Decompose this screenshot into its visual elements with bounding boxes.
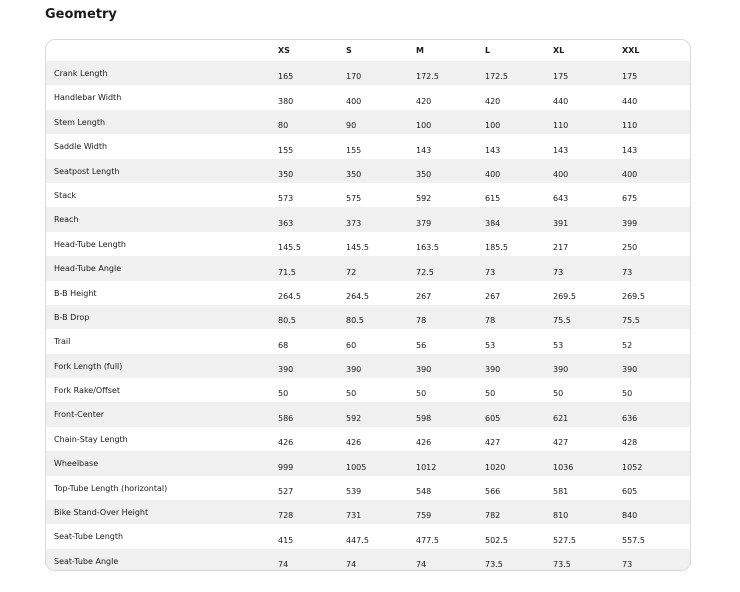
cell-value: 400 [346, 96, 362, 106]
table-row [46, 549, 691, 571]
cell-value: 605 [622, 487, 638, 497]
cell-value: 440 [553, 96, 569, 106]
cell-value: 145.5 [346, 243, 369, 253]
cell-value: 250 [622, 243, 638, 253]
cell-value: 143 [622, 145, 638, 155]
cell-value: 163.5 [416, 243, 439, 253]
cell-value: 72 [346, 267, 357, 277]
cell-value: 60 [346, 340, 357, 350]
row-label: Stem Length [54, 117, 106, 127]
cell-value: 390 [553, 365, 569, 375]
table-body [46, 61, 691, 571]
cell-value: 71.5 [278, 267, 296, 277]
header-size-xxl: XXL [622, 46, 640, 55]
cell-value: 575 [346, 194, 362, 204]
cell-value: 728 [278, 511, 294, 521]
cell-value: 50 [622, 389, 633, 399]
cell-value: 74 [278, 560, 289, 570]
cell-value: 56 [416, 340, 427, 350]
cell-value: 592 [416, 194, 432, 204]
row-label: Seatpost Length [54, 166, 120, 176]
cell-value: 269.5 [622, 291, 645, 301]
cell-value: 390 [416, 365, 432, 375]
row-label: B-B Height [54, 288, 97, 298]
row-label: Chain-Stay Length [54, 434, 128, 444]
cell-value: 73 [622, 267, 633, 277]
cell-value: 400 [485, 169, 501, 179]
cell-value: 636 [622, 413, 638, 423]
cell-value: 1052 [622, 462, 643, 472]
row-label: Crank Length [54, 69, 108, 78]
row-label: Seat-Tube Angle [54, 556, 119, 566]
cell-value: 175 [622, 72, 638, 82]
cell-value: 68 [278, 340, 289, 350]
cell-value: 373 [346, 218, 362, 228]
table-row [46, 354, 691, 378]
table-row [46, 183, 691, 207]
table-row [46, 524, 691, 548]
cell-value: 447.5 [346, 535, 369, 545]
geometry-table-container [45, 39, 691, 571]
cell-value: 527 [278, 487, 294, 497]
cell-value: 390 [622, 365, 638, 375]
header-size-s: S [346, 46, 352, 55]
cell-value: 75.5 [553, 316, 571, 326]
cell-value: 426 [278, 438, 294, 448]
cell-value: 399 [622, 218, 638, 228]
cell-value: 1036 [553, 462, 574, 472]
cell-value: 53 [553, 340, 564, 350]
cell-value: 74 [416, 560, 427, 570]
cell-value: 426 [416, 438, 432, 448]
cell-value: 78 [416, 316, 427, 326]
cell-value: 267 [485, 291, 501, 301]
cell-value: 810 [553, 511, 569, 521]
cell-value: 90 [346, 121, 357, 131]
cell-value: 598 [416, 413, 432, 423]
cell-value: 390 [346, 365, 362, 375]
cell-value: 390 [278, 365, 294, 375]
row-label: Handlebar Width [54, 93, 122, 103]
cell-value: 74 [346, 560, 357, 570]
cell-value: 390 [485, 365, 501, 375]
header-size-xs: XS [278, 46, 290, 55]
cell-value: 75.5 [622, 316, 640, 326]
cell-value: 155 [278, 145, 294, 155]
cell-value: 217 [553, 243, 569, 253]
row-label: Top-Tube Length (horizontal) [54, 483, 168, 493]
header-size-l: L [485, 46, 491, 55]
table-row [46, 476, 691, 500]
row-label: Head-Tube Angle [54, 264, 122, 274]
row-label: Seat-Tube Length [54, 532, 124, 542]
cell-value: 840 [622, 511, 638, 521]
cell-value: 477.5 [416, 535, 439, 545]
cell-value: 400 [553, 169, 569, 179]
table-header-row [46, 40, 691, 61]
table-row [46, 232, 691, 256]
cell-value: 73.5 [553, 560, 571, 570]
cell-value: 527.5 [553, 535, 576, 545]
cell-value: 615 [485, 194, 501, 204]
table-row [46, 281, 691, 305]
cell-value: 605 [485, 413, 501, 423]
cell-value: 185.5 [485, 243, 508, 253]
table-row [46, 427, 691, 451]
cell-value: 675 [622, 194, 638, 204]
cell-value: 73 [485, 267, 496, 277]
cell-value: 80.5 [346, 316, 364, 326]
cell-value: 165 [278, 72, 294, 82]
cell-value: 78 [485, 316, 496, 326]
cell-value: 586 [278, 413, 294, 423]
row-label: Fork Length (full) [54, 361, 123, 371]
cell-value: 50 [553, 389, 564, 399]
cell-value: 427 [553, 438, 569, 448]
table-row [46, 61, 691, 85]
cell-value: 264.5 [346, 291, 369, 301]
cell-value: 420 [485, 96, 501, 106]
cell-value: 172.5 [485, 72, 508, 82]
row-label: B-B Drop [54, 312, 90, 322]
row-label: Saddle Width [54, 142, 108, 152]
cell-value: 428 [622, 438, 638, 448]
cell-value: 170 [346, 72, 362, 82]
cell-value: 643 [553, 194, 569, 204]
cell-value: 267 [416, 291, 432, 301]
cell-value: 52 [622, 340, 633, 350]
row-label: Trail [54, 337, 71, 347]
cell-value: 426 [346, 438, 362, 448]
cell-value: 548 [416, 487, 432, 497]
cell-value: 1012 [416, 462, 437, 472]
cell-value: 379 [416, 218, 432, 228]
cell-value: 759 [416, 511, 432, 521]
cell-value: 427 [485, 438, 501, 448]
row-label: Bike Stand-Over Height [54, 508, 149, 518]
cell-value: 363 [278, 218, 294, 228]
cell-value: 420 [416, 96, 432, 106]
cell-value: 72.5 [416, 267, 434, 277]
row-label: Fork Rake/Offset [54, 386, 120, 396]
table-row [46, 110, 691, 134]
cell-value: 80 [278, 121, 289, 131]
cell-value: 155 [346, 145, 362, 155]
cell-value: 1020 [485, 462, 506, 472]
cell-value: 73 [622, 560, 633, 570]
cell-value: 440 [622, 96, 638, 106]
cell-value: 350 [278, 169, 294, 179]
cell-value: 50 [485, 389, 496, 399]
cell-value: 621 [553, 413, 569, 423]
cell-value: 264.5 [278, 291, 301, 301]
cell-value: 592 [346, 413, 362, 423]
table-row [46, 134, 691, 158]
cell-value: 731 [346, 511, 362, 521]
table-row [46, 329, 691, 353]
cell-value: 782 [485, 511, 501, 521]
cell-value: 415 [278, 535, 294, 545]
table-row [46, 305, 691, 329]
cell-value: 53 [485, 340, 496, 350]
cell-value: 172.5 [416, 72, 439, 82]
row-label: Front-Center [54, 410, 105, 420]
cell-value: 50 [416, 389, 427, 399]
table-row [46, 378, 691, 402]
cell-value: 391 [553, 218, 569, 228]
cell-value: 143 [485, 145, 501, 155]
cell-value: 269.5 [553, 291, 576, 301]
cell-value: 380 [278, 96, 294, 106]
cell-value: 50 [346, 389, 357, 399]
cell-value: 1005 [346, 462, 367, 472]
row-label: Head-Tube Length [54, 239, 126, 249]
table-row [46, 85, 691, 109]
cell-value: 110 [622, 121, 638, 131]
row-label: Reach [54, 215, 79, 225]
cell-value: 143 [416, 145, 432, 155]
cell-value: 350 [346, 169, 362, 179]
cell-value: 539 [346, 487, 362, 497]
cell-value: 110 [553, 121, 569, 131]
cell-value: 143 [553, 145, 569, 155]
cell-value: 502.5 [485, 535, 508, 545]
cell-value: 999 [278, 462, 294, 472]
cell-value: 350 [416, 169, 432, 179]
cell-value: 73.5 [485, 560, 503, 570]
table-row [46, 402, 691, 426]
cell-value: 581 [553, 487, 569, 497]
cell-value: 557.5 [622, 535, 645, 545]
header-size-m: M [416, 46, 424, 55]
cell-value: 384 [485, 218, 501, 228]
cell-value: 100 [485, 121, 501, 131]
cell-value: 80.5 [278, 316, 296, 326]
page-title: Geometry [45, 7, 117, 22]
cell-value: 175 [553, 72, 569, 82]
cell-value: 400 [622, 169, 638, 179]
cell-value: 145.5 [278, 243, 301, 253]
geometry-table [46, 40, 691, 571]
cell-value: 566 [485, 487, 501, 497]
cell-value: 50 [278, 389, 289, 399]
table-row [46, 500, 691, 524]
table-row [46, 159, 691, 183]
header-label-cell [46, 40, 278, 61]
table-row [46, 256, 691, 280]
table-row [46, 451, 691, 475]
cell-value: 73 [553, 267, 564, 277]
cell-value: 573 [278, 194, 294, 204]
table-row [46, 207, 691, 231]
cell-value: 100 [416, 121, 432, 131]
row-label: Stack [54, 190, 77, 200]
row-label: Wheelbase [54, 459, 99, 469]
header-size-xl: XL [553, 46, 565, 55]
